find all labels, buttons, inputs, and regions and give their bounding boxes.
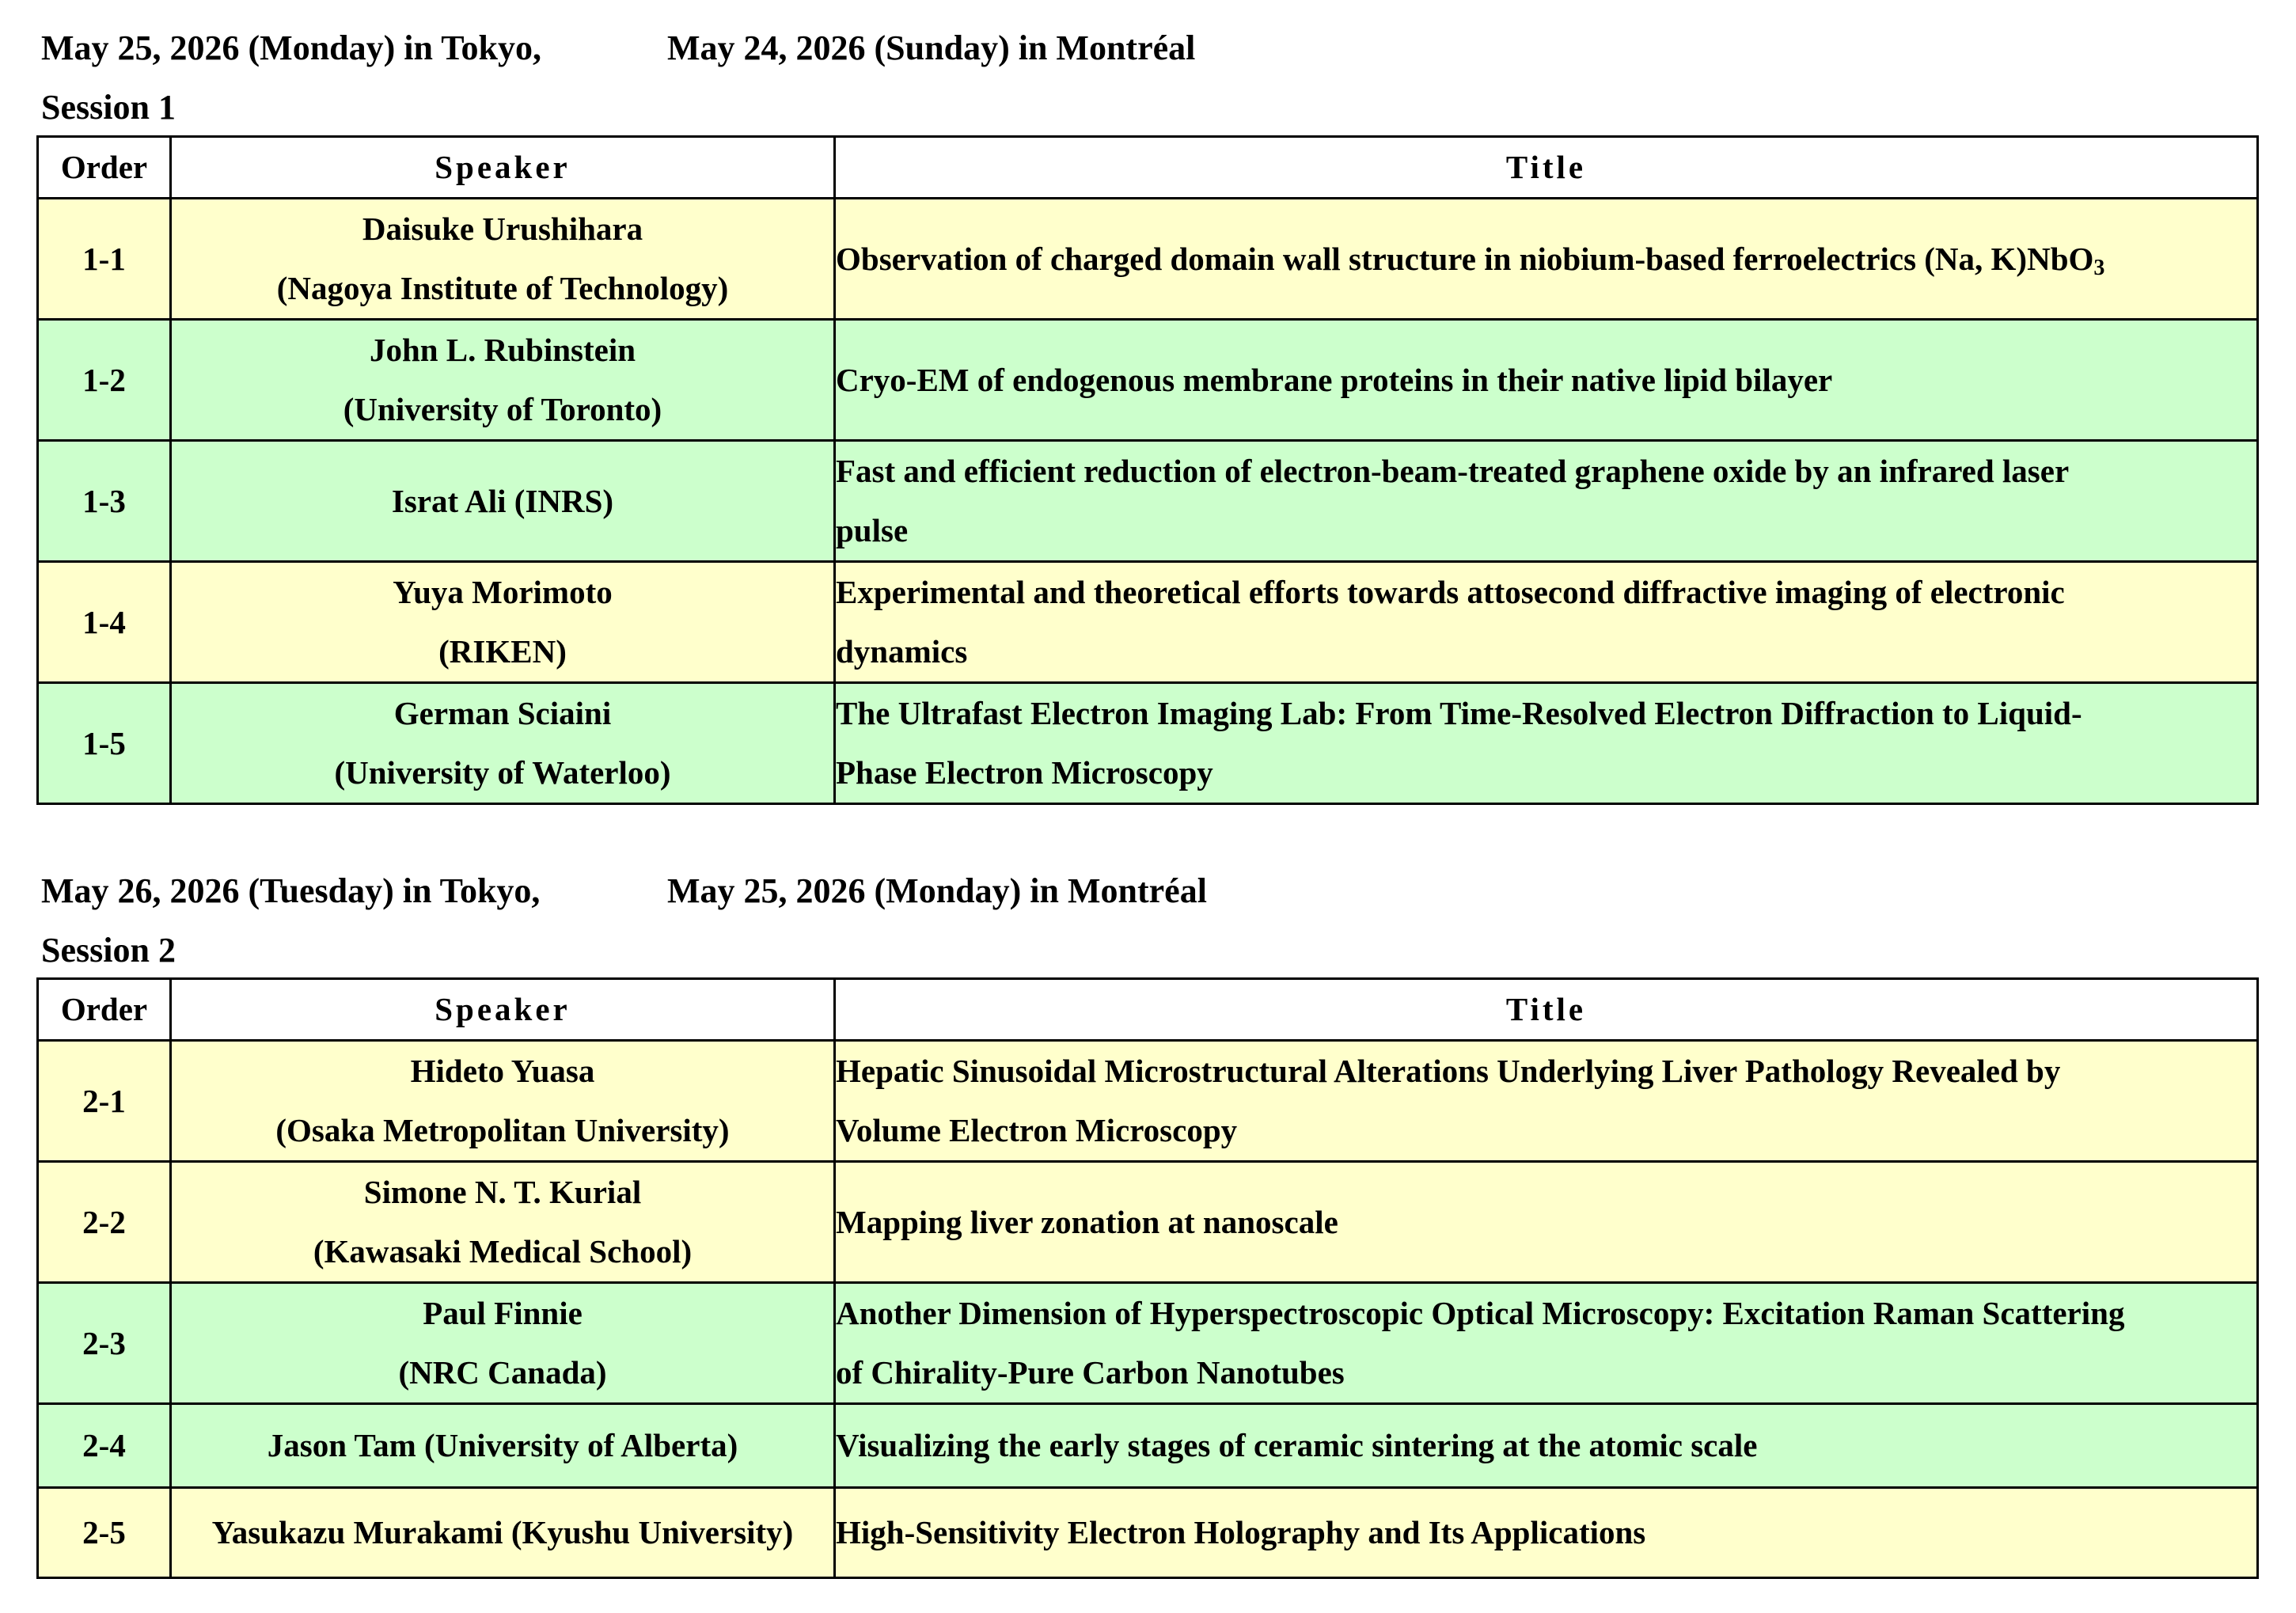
speaker-affiliation: (Nagoya Institute of Technology) (276, 270, 729, 306)
speaker-name: Paul Finnie (423, 1295, 583, 1331)
talk-title-line-1: Experimental and theoretical efforts towards attosecond diffractive imaging of electronic (836, 574, 2065, 610)
column-header-title: Title (835, 979, 2258, 1041)
speaker-cell (171, 1283, 835, 1404)
speaker-cell (171, 1488, 835, 1578)
table-header-row (38, 979, 2258, 1041)
table-row (38, 320, 2258, 441)
table-row (38, 1488, 2258, 1578)
talk-title-subscript: 3 (2093, 255, 2105, 280)
talk-title: Cryo-EM of endogenous membrane proteins in their native lipid bilayer (836, 361, 1833, 398)
talk-title-line-2: pulse (836, 512, 909, 548)
title-cell (835, 562, 2258, 683)
title-cell (835, 1283, 2258, 1404)
speaker-name: Jason Tam (University of Alberta) (267, 1427, 738, 1463)
title-cell (835, 1488, 2258, 1578)
title-cell (835, 1404, 2258, 1488)
table-row (38, 1404, 2258, 1488)
table-header-row (38, 137, 2258, 199)
speaker-cell (171, 441, 835, 562)
speaker-name: John L. Rubinstein (369, 332, 636, 368)
session-1-date-tokyo: May 25, 2026 (Monday) in Tokyo, (41, 28, 541, 67)
talk-title-line-1: Another Dimension of Hyperspectroscopic Optical Microscopy: Excitation Raman Scattering (836, 1295, 2125, 1331)
title-cell (835, 199, 2258, 320)
column-header-order: Order (38, 137, 171, 199)
session-2-date-tokyo: May 26, 2026 (Tuesday) in Tokyo, (41, 871, 541, 910)
order-cell: 2-1 (38, 1041, 171, 1162)
speaker-name: Daisuke Urushihara (362, 211, 643, 247)
speaker-cell (171, 1162, 835, 1283)
speaker-affiliation: (University of Waterloo) (334, 754, 671, 791)
session-2-date-line (41, 871, 1323, 911)
speaker-affiliation: (Osaka Metropolitan University) (275, 1112, 730, 1148)
order-cell: 2-4 (38, 1404, 171, 1488)
talk-title: Observation of charged domain wall structure in niobium-based ferroelectrics (Na, K)NbO (836, 240, 2094, 277)
speaker-affiliation: (NRC Canada) (398, 1354, 607, 1391)
talk-title-line-1: Hepatic Sinusoidal Microstructural Alterations Underlying Liver Pathology Revealed by (836, 1053, 2061, 1089)
session-1-label: Session 1 (41, 88, 176, 127)
talk-title: Mapping liver zonation at nanoscale (836, 1203, 1338, 1240)
speaker-cell (171, 1404, 835, 1488)
table-row (38, 441, 2258, 562)
speaker-cell (171, 1041, 835, 1162)
speaker-affiliation: (University of Toronto) (343, 391, 662, 427)
column-header-order: Order (38, 979, 171, 1041)
title-cell (835, 441, 2258, 562)
session-2-date-montreal: May 25, 2026 (Monday) in Montréal (667, 871, 1207, 910)
talk-title: Visualizing the early stages of ceramic sintering at the atomic scale (836, 1427, 1758, 1463)
order-cell: 2-5 (38, 1488, 171, 1578)
title-cell (835, 1041, 2258, 1162)
talk-title-line-1: Fast and efficient reduction of electron-beam-treated graphene oxide by an infrared laser (836, 453, 2070, 489)
session-1-date-line (41, 28, 1307, 68)
session-1-table (36, 135, 2259, 805)
order-cell: 1-3 (38, 441, 171, 562)
order-cell: 2-3 (38, 1283, 171, 1404)
speaker-cell (171, 320, 835, 441)
speaker-name: Hideto Yuasa (410, 1053, 595, 1089)
talk-title-line-1: The Ultrafast Electron Imaging Lab: From Time-Resolved Electron Diffraction to Liquid- (836, 695, 2082, 731)
speaker-name: Simone N. T. Kurial (363, 1174, 642, 1210)
speaker-affiliation: (RIKEN) (438, 633, 567, 670)
speaker-affiliation: (Kawasaki Medical School) (313, 1233, 693, 1270)
order-cell: 1-2 (38, 320, 171, 441)
order-cell: 1-4 (38, 562, 171, 683)
title-cell (835, 683, 2258, 804)
order-cell: 1-1 (38, 199, 171, 320)
table-row (38, 683, 2258, 804)
speaker-cell (171, 562, 835, 683)
session-1-date-montreal: May 24, 2026 (Sunday) in Montréal (667, 28, 1196, 67)
table-row (38, 1041, 2258, 1162)
title-cell (835, 1162, 2258, 1283)
column-header-speaker: Speaker (171, 137, 835, 199)
speaker-name: German Sciaini (393, 695, 612, 731)
talk-title-line-2: Phase Electron Microscopy (836, 754, 1213, 791)
title-cell (835, 320, 2258, 441)
speaker-name: Yasukazu Murakami (Kyushu University) (211, 1514, 794, 1550)
table-row (38, 1283, 2258, 1404)
talk-title-line-2: dynamics (836, 633, 968, 670)
talk-title-line-2: of Chirality-Pure Carbon Nanotubes (836, 1354, 1345, 1391)
speaker-cell (171, 199, 835, 320)
table-row (38, 1162, 2258, 1283)
talk-title: High-Sensitivity Electron Holography and Its Applications (836, 1514, 1646, 1550)
table-row (38, 199, 2258, 320)
session-2-table (36, 977, 2259, 1579)
column-header-title: Title (835, 137, 2258, 199)
order-cell: 2-2 (38, 1162, 171, 1283)
table-row (38, 562, 2258, 683)
talk-title-line-2: Volume Electron Microscopy (836, 1112, 1238, 1148)
session-2-label: Session 2 (41, 931, 176, 970)
speaker-name: Israt Ali (INRS) (391, 482, 614, 519)
speaker-name: Yuya Morimoto (393, 574, 613, 610)
speaker-cell (171, 683, 835, 804)
order-cell: 1-5 (38, 683, 171, 804)
column-header-speaker: Speaker (171, 979, 835, 1041)
